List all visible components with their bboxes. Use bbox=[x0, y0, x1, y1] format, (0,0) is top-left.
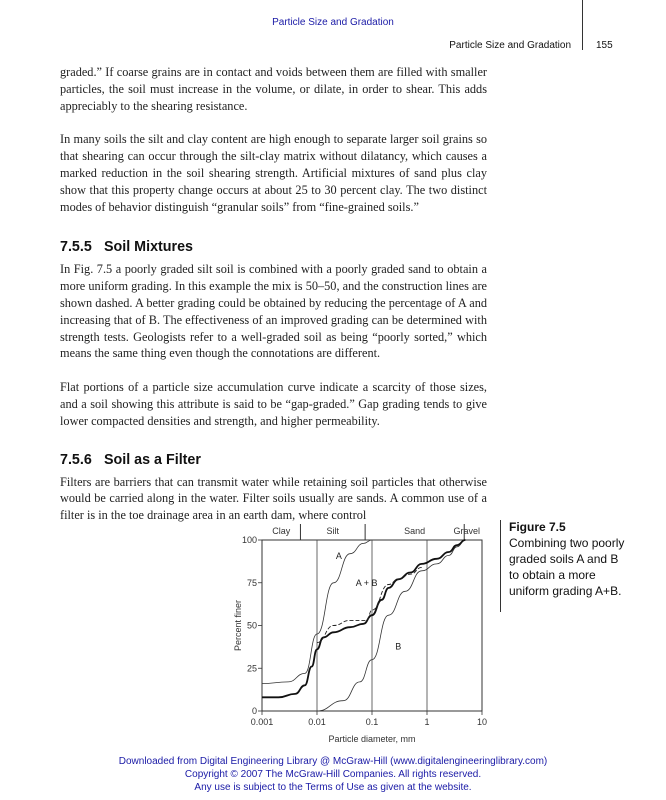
caption-title: Figure 7.5 bbox=[509, 520, 566, 534]
x-tick-label: 0.01 bbox=[308, 717, 326, 727]
top-link[interactable]: Particle Size and Gradation bbox=[272, 17, 394, 28]
paragraph-2: In many soils the silt and clay content are high enough to separate larger soil grains so that shearing can occur through the silt-clay matrix without dilatancy, which causes a marked reduction in the soil shearing strength. Artificial mixtures of sand plus clay show that this property change occurs at about 25 to 30 percent clay. The two distinct modes of behavior distinguish “granular soils” from “fine-grained soils.” bbox=[60, 132, 487, 214]
running-head: Particle Size and Gradation bbox=[449, 40, 571, 51]
y-tick-label: 50 bbox=[246, 620, 257, 631]
x-tick-label: 0.001 bbox=[250, 717, 274, 727]
caption-text: Combining two poorly graded soils A and B to obtain a more uniform grading A+B. bbox=[509, 536, 625, 598]
y-axis-title: Percent finer bbox=[233, 599, 243, 652]
zone-label: Sand bbox=[404, 526, 426, 536]
section-number: 7.5.5 bbox=[60, 239, 92, 256]
paragraph-1: graded.” If coarse grains are in contact and voids between them are filled with smaller particles, the soil must increase in the volume, or dilate, in order to shear. This adds appreciably to the shearing resistance. bbox=[60, 65, 487, 113]
caption-rule bbox=[500, 520, 501, 612]
y-tick-label: 0 bbox=[251, 706, 257, 716]
x-tick-label: 10 bbox=[476, 717, 488, 727]
gradation-chart bbox=[230, 520, 500, 745]
page-body bbox=[60, 64, 487, 524]
section-heading-soil-mixtures bbox=[60, 237, 487, 257]
paragraph-5: Filters are barriers that can transmit water while retaining soil particles that otherwise would be carried along in the water. Filter soils usually are sands. A common use of a filter is in the toe drainage area in an earth dam, where control bbox=[60, 474, 487, 523]
x-axis-title: Particle diameter, mm bbox=[328, 734, 416, 744]
paragraph-4: Flat portions of a particle size accumulation curve indicate a scarcity of those sizes, and a soil showing this attribute is said to be “gap-graded.” Gap grading tends to give lower compacted densities and strength, and higher permeability. bbox=[60, 380, 487, 428]
footer-copyright[interactable]: Copyright © 2007 The McGraw-Hill Companies. All rights reserved. bbox=[184, 769, 482, 780]
zone-label: Silt bbox=[326, 526, 340, 536]
series-a-b bbox=[262, 540, 465, 697]
section-number: 7.5.6 bbox=[60, 451, 92, 468]
curve-label: A bbox=[335, 550, 342, 561]
zone-label: Clay bbox=[272, 526, 291, 536]
footer-terms[interactable]: Any use is subject to the Terms of Use as given at the website. bbox=[194, 782, 472, 793]
section-title: Soil Mixtures bbox=[104, 239, 193, 256]
x-tick-label: 0.1 bbox=[365, 717, 379, 727]
header-rule bbox=[582, 0, 583, 50]
footer-download-link[interactable]: Downloaded from Digital Engineering Library @ McGraw-Hill (www.digitalengineeringlibrary.com) bbox=[118, 756, 548, 767]
footer bbox=[0, 755, 666, 794]
y-tick-label: 100 bbox=[241, 535, 257, 545]
y-tick-label: 25 bbox=[246, 663, 257, 674]
y-tick-label: 75 bbox=[246, 577, 257, 588]
page-number: 155 bbox=[596, 40, 613, 51]
curve-label: A + B bbox=[355, 578, 378, 589]
series-b bbox=[317, 540, 465, 711]
zone-label: Gravel bbox=[453, 526, 480, 536]
x-tick-label: 1 bbox=[424, 717, 430, 727]
section-heading-soil-filter bbox=[60, 450, 487, 470]
figure-caption bbox=[509, 519, 629, 599]
paragraph-3: In Fig. 7.5 a poorly graded silt soil is combined with a poorly graded sand to obtain a more uniform grading. In this example the mix is 50–50, and the construction lines are shown dashed. A better grading could be obtained by reducing the percentage of A and increasing that of B. The effectiveness of an improved grading can be determined with strength tests. Geologists refer to a well-graded soil as being “poorly sorted,” which means the same thing even though the connotations are different. bbox=[60, 262, 487, 361]
curve-label: B bbox=[395, 641, 402, 652]
section-title: Soil as a Filter bbox=[104, 451, 201, 468]
